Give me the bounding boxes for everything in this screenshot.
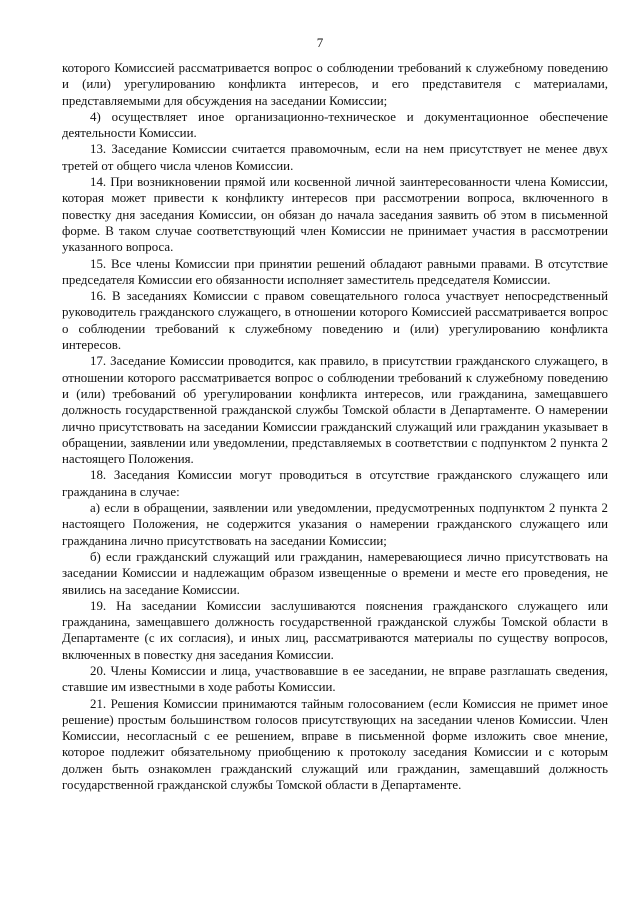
paragraph-16: 16. В заседаниях Комиссии с правом совещательного голоса участвует непосредственный руководитель гражданского служащего, в отношении которого Комиссией рассматривается вопрос о соблюдении требований к служебному поведению и (или) урегулированию конфликта интересов. xyxy=(62,289,608,353)
paragraph-14: 14. При возникновении прямой или косвенной личной заинтересованности члена Комиссии, которая может привести к конфликту интересов при рассмотрении вопроса, включенного в повестку дня заседания Комиссии, он обязан до начала заседания заявить об этом в письменной форме. В таком случае соответствующий член Комиссии не принимает участия в рассмотрении указанного вопроса. xyxy=(62,175,608,255)
document-body xyxy=(62,60,608,793)
paragraph-19: 19. На заседании Комиссии заслушиваются пояснения гражданского служащего или гражданина, замещавшего должность государственной гражданской службы Томской области в Департаменте (с их согласия), и иных лиц, рассматриваются материалы по существу вопросов, включенных в повестку дня заседания Комиссии. xyxy=(62,598,608,662)
paragraph-18-b: б) если гражданский служащий или гражданин, намеревающиеся лично присутствовать на заседании Комиссии и надлежащим образом извещенные о времени и месте его проведения, не явились на заседание Комиссии. xyxy=(62,549,608,597)
paragraph-20: 20. Члены Комиссии и лица, участвовавшие в ее заседании, не вправе разглашать сведения, ставшие им известными в ходе работы Комиссии. xyxy=(62,663,608,695)
paragraph-18: 18. Заседания Комиссии могут проводиться в отсутствие гражданского служащего или гражданина в случае: xyxy=(62,468,608,499)
paragraph-13: 13. Заседание Комиссии считается правомочным, если на нем присутствует не менее двух третей от общего числа членов Комиссии. xyxy=(62,142,608,173)
paragraph-15: 15. Все члены Комиссии при принятии решений обладают равными правами. В отсутствие председателя Комиссии его обязанности исполняет заместитель председателя Комиссии. xyxy=(62,256,608,287)
paragraph-17: 17. Заседание Комиссии проводится, как правило, в присутствии гражданского служащего, в отношении которого рассматривается вопрос о соблюдении требований к служебному поведению и (или) требований об урегулировании конфликта интересов, или гражданина, замещавшего должность государственной гражданской службы Томской области в Департаменте. О намерении лично присутствовать на заседании Комиссии гражданский служащий или гражданин указывает в обращении, заявлении или уведомлении, представляемых в соответствии с подпунктом 2 пункта 2 настоящего Положения. xyxy=(62,354,608,467)
paragraph-21: 21. Решения Комиссии принимаются тайным голосованием (если Комиссия не примет иное решение) простым большинством голосов присутствующих на заседании членов Комиссии. Член Комиссии, несогласный с ее решением, вправе в письменной форме изложить свое мнение, которое подлежит обязательному приобщению к протоколу заседания Комиссии и с которым должен быть ознакомлен гражданский служащий или гражданин, замещавший должность государственной гражданской службы Томской области в Департаменте. xyxy=(62,696,608,793)
paragraph-18-a: а) если в обращении, заявлении или уведомлении, предусмотренных подпунктом 2 пункта 2 настоящего Положения, не содержится указания о намерении гражданского служащего или гражданина лично присутствовать на заседании Комиссии; xyxy=(62,501,608,548)
paragraph-item-4: 4) осуществляет иное организационно-техническое и документационное обеспечение деятельности Комиссии. xyxy=(62,109,608,141)
paragraph-continuation: которого Комиссией рассматривается вопрос о соблюдении требований к служебному поведению и (или) урегулированию конфликта интересов, и его представителя с материалами, представляемыми для обсуждения на заседании Комиссии; xyxy=(62,61,608,108)
page-number: 7 xyxy=(316,35,324,50)
